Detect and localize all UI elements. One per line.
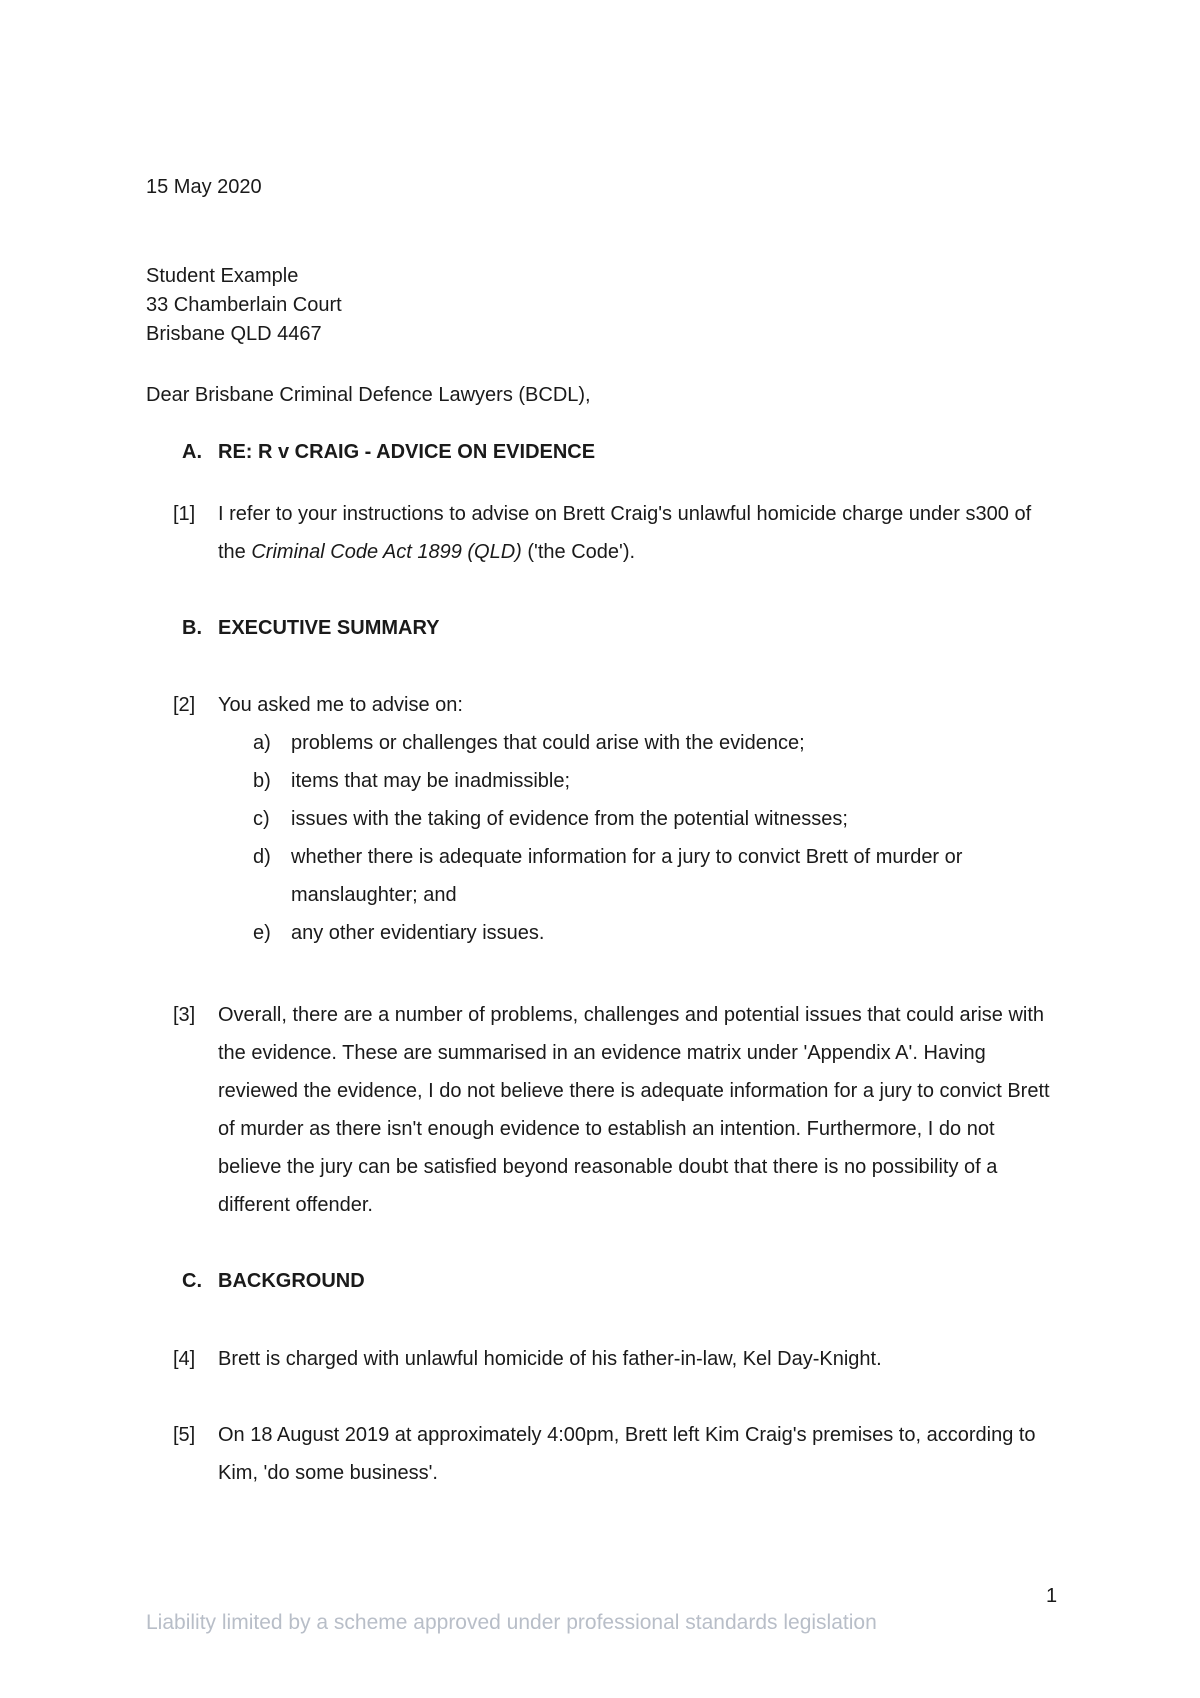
list-marker: e) xyxy=(253,922,271,944)
paragraph-text-start: I refer to your instructions to advise on Brett Craig's unlawful homicide charge under s300 of the xyxy=(218,503,1032,563)
section-title: EXECUTIVE SUMMARY xyxy=(218,617,440,639)
paragraph-number: [2] xyxy=(173,694,196,716)
list-marker: a) xyxy=(253,732,271,754)
paragraph-3 xyxy=(173,996,1073,1224)
section-letter: B. xyxy=(182,617,202,639)
paragraph-1 xyxy=(173,495,1073,571)
page-number: 1 xyxy=(1046,1585,1058,1607)
section-heading-a xyxy=(182,441,595,464)
list-item xyxy=(253,724,1073,762)
list-item-text: any other evidentiary issues. xyxy=(291,922,545,944)
paragraph-number: [1] xyxy=(173,503,196,525)
section-heading-b xyxy=(182,617,440,640)
footer-disclaimer: Liability limited by a scheme approved under professional standards legislation xyxy=(146,1611,877,1634)
list-marker: b) xyxy=(253,770,271,792)
legislation-title: Criminal Code Act 1899 (QLD) xyxy=(251,541,522,563)
list-item xyxy=(253,838,1073,914)
letter-date: 15 May 2020 xyxy=(146,176,262,198)
list-marker: d) xyxy=(253,846,271,868)
list-item xyxy=(253,914,1073,952)
paragraph-text: You asked me to advise on: xyxy=(218,694,463,716)
paragraph-text: Brett is charged with unlawful homicide of his father-in-law, Kel Day-Knight. xyxy=(218,1348,882,1370)
section-letter: A. xyxy=(182,441,202,463)
list-item-text: problems or challenges that could arise with the evidence; xyxy=(291,732,805,754)
paragraph-text: On 18 August 2019 at approximately 4:00pm, Brett left Kim Craig's premises to, according to Kim, 'do some business'. xyxy=(218,1424,1036,1484)
paragraph-number: [5] xyxy=(173,1424,196,1446)
paragraph-number: [4] xyxy=(173,1348,196,1370)
salutation: Dear Brisbane Criminal Defence Lawyers (BCDL), xyxy=(146,384,591,406)
advice-list xyxy=(253,724,1073,952)
list-item-text: items that may be inadmissible; xyxy=(291,770,571,792)
paragraph-text xyxy=(218,495,1058,571)
sender-name: Student Example xyxy=(146,265,299,287)
list-item-text: issues with the taking of evidence from the potential witnesses; xyxy=(291,808,848,830)
paragraph-number: [3] xyxy=(173,1004,196,1026)
section-heading-c xyxy=(182,1270,365,1293)
sender-street: 33 Chamberlain Court xyxy=(146,294,342,316)
list-marker: c) xyxy=(253,808,270,830)
paragraph-2 xyxy=(173,686,1073,724)
section-title: BACKGROUND xyxy=(218,1270,365,1292)
paragraph-text-end: ('the Code'). xyxy=(521,541,636,563)
sender-city: Brisbane QLD 4467 xyxy=(146,323,322,345)
list-item xyxy=(253,762,1073,800)
section-letter: C. xyxy=(182,1270,202,1292)
section-title: RE: R v CRAIG - ADVICE ON EVIDENCE xyxy=(218,441,596,463)
list-item xyxy=(253,800,1073,838)
paragraph-4 xyxy=(173,1340,1073,1378)
paragraph-5 xyxy=(173,1416,1073,1492)
sender-address xyxy=(146,262,342,349)
paragraph-text: Overall, there are a number of problems, challenges and potential issues that could arise with the evidence. These are summarised in an evidence matrix under 'Appendix A'. Having reviewed the evidence, I do not believe there is adequate information for a jury to convict Brett of murder as there isn't enough evidence to establish an intention. Furthermore, I do not believe the jury can be satisfied beyond reasonable doubt that there is no possibility of a different offender. xyxy=(218,1004,1050,1216)
list-item-text: whether there is adequate information for a jury to convict Brett of murder or manslaughter; and xyxy=(291,846,963,906)
